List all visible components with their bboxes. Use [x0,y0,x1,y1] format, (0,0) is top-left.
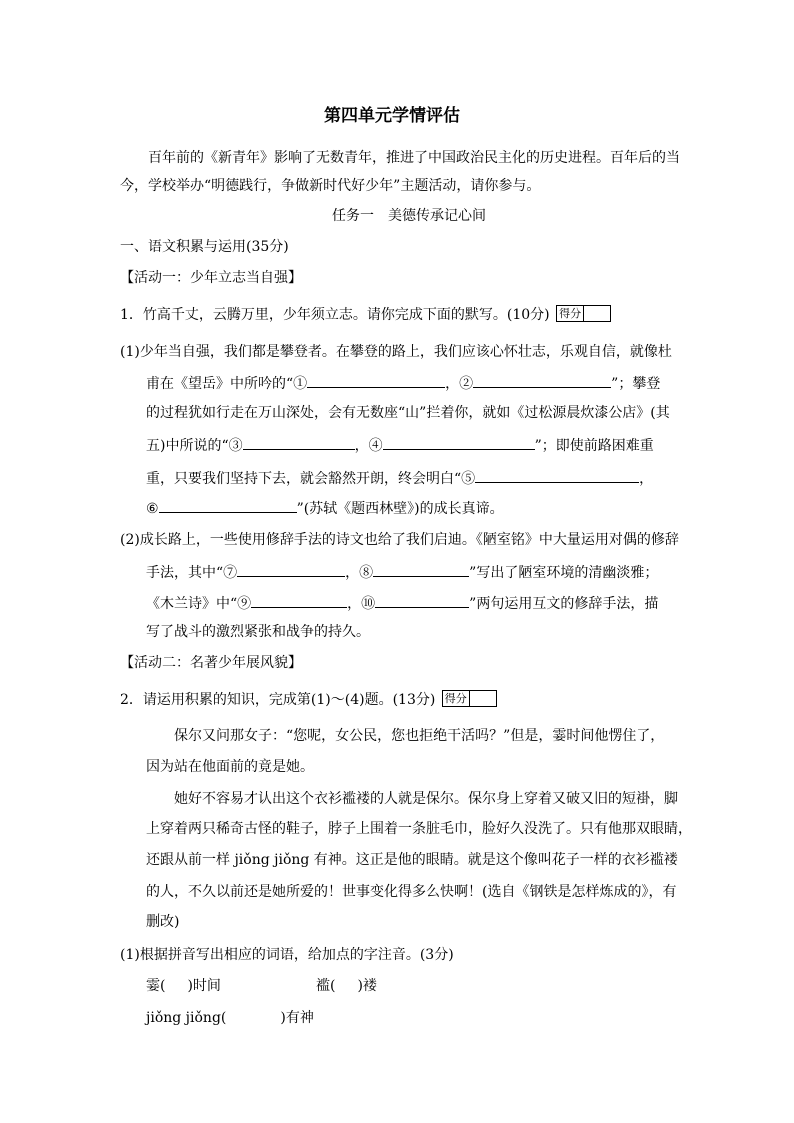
blank-10[interactable] [375,592,469,608]
task-heading: 任务一 美德传承记心间 [332,208,486,224]
text-segment: 手法，其中“⑦ [146,565,238,581]
pinyin-label: jiǒng jiǒng( [146,1010,227,1026]
question-2-stem [120,690,497,710]
q1-part1-line-3: 的过程犹如行走在万山深处，会有无数座“山”拦着你，就如《过松源晨炊漆公店》(其 [146,405,670,421]
q1-part2-line-3 [146,592,658,614]
q2-sub1-item-2 [316,976,377,996]
text-segment: 甫在《望岳》中所吟的“① [146,376,308,392]
section-heading: 一、语文积累与运用(35分) [120,239,289,255]
question-1-text: 1．竹高千丈，云腾万里，少年须立志。请你完成下面的默写。(10分) [120,307,550,323]
text-segment: ，⑧ [345,565,374,581]
text-segment: ，② [445,376,474,392]
text-segment: ，④ [354,438,383,454]
passage-line-3: 她好不容易才认出这个衣衫褴褛的人就是保尔。保尔身上穿着又破又旧的短褂，脚 [174,791,678,807]
passage-line-7: 删改) [146,914,180,930]
question-2-text: 2．请运用积累的知识，完成第(1)～(4)题。(13分) [120,692,436,708]
q1-part1-line-4 [146,434,654,456]
blank-3[interactable] [243,434,355,450]
text-segment: ”两句运用互文的修辞手法，描 [469,596,659,612]
blank-5[interactable] [475,467,639,483]
intro-line-1: 百年前的《新青年》影响了无数青年，推进了中国政治民主化的历史进程。百年后的当 [148,150,680,166]
passage-line-6: 的人，不久以前还是她所爱的！世事变化得多么快啊！(选自《钢铁是怎样炼成的》，有 [146,884,677,900]
text-segment: 重，只要我们坚持下去，就会豁然开朗，终会明白“⑤ [146,471,476,487]
q2-sub1-stem: (1)根据拼音写出相应的词语，给加点的字注音。(3分) [120,947,454,963]
intro-line-2: 今，学校举办“明德践行，争做新时代好少年”主题活动，请你参与。 [120,178,541,194]
q1-part2-line-4: 写了战斗的激烈紧张和战争的持久。 [146,624,370,640]
text-segment: ”写出了陋室环境的清幽淡雅； [469,565,659,581]
blank-4[interactable] [383,434,535,450]
q2-sub1-item-3 [146,1008,314,1028]
text-segment: 五)中所说的“③ [146,438,243,454]
passage-line-1: 保尔又问那女子：“您呢，女公民，您也拒绝干活吗？”但是，霎时间他愣住了， [174,728,665,744]
text-segment: )时间 [187,978,221,994]
blank-2[interactable] [473,372,611,388]
score-label: 得分 [443,691,470,706]
char-label: 褴( [316,978,336,994]
text-segment: )褛 [357,978,377,994]
score-box[interactable] [556,305,611,322]
passage-line-4: 上穿着两只稀奇古怪的鞋子，脖子上围着一条脏毛巾，脸好久没洗了。只有他那双眼睛， [146,821,692,837]
page-title: 第四单元学情评估 [324,106,460,126]
blank-9[interactable] [251,592,347,608]
char-label: 霎( [146,978,166,994]
text-segment: ”；攀登 [611,376,661,392]
q1-part1-line-5 [146,467,653,489]
q1-part1-line-1: (1)少年当自强，我们都是攀登者。在攀登的路上，我们应该心怀壮志，乐观自信，就像杜 [120,344,672,360]
text-segment: )有神 [280,1010,314,1026]
activity-heading-2: 【活动二：名著少年展风貌】 [120,655,302,671]
question-1-stem [120,305,611,325]
q1-part1-line-2 [146,372,660,394]
q1-part2-line-1: (2)成长路上，一些使用修辞手法的诗文也给了我们启迪。《陋室铭》中大量运用对偶的修辞 [120,532,679,548]
text-segment: ”；即使前路困难重 [534,438,654,454]
blank-7[interactable] [237,561,345,577]
blank-6[interactable] [159,497,297,513]
q2-sub1-item-1 [146,976,221,996]
passage-line-2: 因为站在他面前的竟是她。 [146,759,314,775]
q1-part2-line-2 [146,561,658,583]
text-segment: ”(苏轼《题西林壁》)的成长真谛。 [296,501,504,517]
text-segment: ⑥ [146,501,159,517]
passage-line-5: 还跟从前一样 jiǒng jiǒng 有神。这正是他的眼睛。就是这个像叫花子一样的衣衫褴褛 [146,852,678,868]
score-label: 得分 [557,306,584,321]
score-box[interactable] [442,690,497,707]
q1-part1-line-6 [146,497,504,519]
text-segment: ，⑩ [347,596,376,612]
activity-heading-1: 【活动一：少年立志当自强】 [120,270,302,286]
text-segment: ， [639,471,654,487]
blank-1[interactable] [307,372,445,388]
blank-8[interactable] [373,561,469,577]
text-segment: 《木兰诗》中“⑨ [146,596,252,612]
